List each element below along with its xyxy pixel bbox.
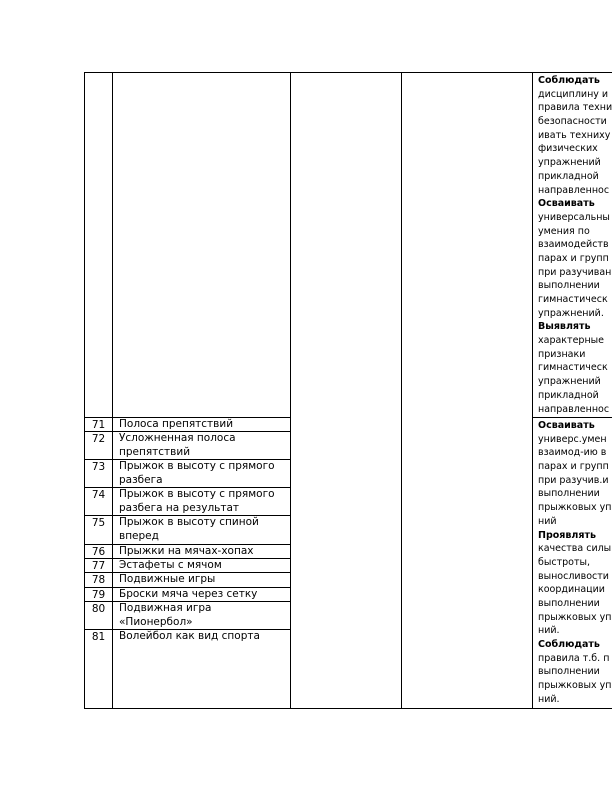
activity-text: при разучиван (538, 266, 612, 278)
activity-text: безопасности (538, 116, 607, 128)
activity-text: умения по (538, 225, 590, 237)
lesson-number: 73 (91, 461, 106, 473)
lesson-topic-line: Волейбол как вид спорта (119, 630, 260, 642)
activity-text: ний (538, 515, 557, 527)
activity-text: прикладной (538, 389, 599, 401)
activity-text: упражнений. (538, 307, 604, 319)
activity-text: дисциплину и (538, 88, 609, 100)
activity-text: прыжковых уп (538, 502, 612, 514)
activity-text: парах и групп (538, 252, 609, 264)
activity-text: прикладной (538, 170, 599, 182)
lesson-topic-line: препятствий (119, 445, 191, 458)
table-border-top (84, 72, 612, 73)
lesson-topic-line: Подвижные игры (119, 573, 216, 585)
lesson-topic (119, 516, 291, 543)
lesson-topic-line: Полоса препятствий (119, 418, 234, 430)
lesson-number: 78 (91, 574, 106, 586)
activity-text: характерные (538, 335, 604, 347)
activities-cell-bottom (538, 419, 612, 706)
activity-text: направленнос (538, 403, 610, 415)
lesson-topic (119, 630, 291, 644)
activity-text: взаимод-ию в (538, 447, 607, 459)
activity-text: выполнении (538, 666, 600, 678)
activity-heading: Выявлять (538, 321, 591, 333)
lesson-topic (119, 602, 291, 629)
activity-text: координации (538, 584, 605, 596)
lesson-topic-line: разбега (119, 473, 163, 486)
lesson-topic (119, 432, 291, 459)
lesson-topic-line: Эстафеты с мячом (119, 559, 222, 571)
lesson-number: 80 (91, 603, 106, 615)
activities-cell-top (538, 74, 612, 416)
activity-text: парах и групп (538, 461, 609, 473)
lesson-topic (119, 488, 291, 515)
activities-separator (532, 417, 612, 418)
lesson-number: 76 (91, 546, 106, 558)
lesson-number: 79 (91, 589, 106, 601)
activity-heading: Соблюдать (538, 639, 600, 650)
activity-text: физических (538, 143, 598, 155)
lesson-number: 71 (91, 419, 106, 431)
activity-text: универс.умен (538, 433, 607, 445)
activity-text: качества силы (538, 543, 612, 555)
activity-text: взаимодейств (538, 239, 609, 251)
lesson-topic-line: «Пионербол» (119, 615, 193, 628)
lesson-topic-line: Подвижная игра (119, 602, 212, 614)
lesson-number: 72 (91, 433, 106, 445)
activity-text: упражнений (538, 157, 601, 169)
lesson-topic (119, 588, 291, 602)
activity-text: признаки (538, 348, 586, 360)
activity-text: ний. (538, 693, 560, 705)
lesson-topic-line: Прыжки на мячах-хопах (119, 545, 254, 557)
activity-text: выполнении (538, 280, 600, 292)
lesson-number: 75 (91, 517, 106, 529)
activity-text: выносливости (538, 570, 609, 582)
activity-text: универсальны (538, 211, 610, 223)
lesson-topic (119, 418, 291, 432)
activity-text: прыжковых уп (538, 680, 612, 692)
activity-heading: Соблюдать (538, 75, 600, 86)
activity-text: ивать техниху (538, 129, 611, 141)
lesson-topic (119, 460, 291, 487)
lesson-topic-line: Усложненная полоса (119, 432, 236, 444)
activity-text: выполнении (538, 597, 600, 609)
activity-heading: Осваивать (538, 420, 595, 431)
lesson-topic (119, 559, 291, 573)
activity-text: ний. (538, 625, 560, 637)
activity-text: правила т.б. п (538, 652, 610, 664)
lesson-topic-line: Броски мяча через сетку (119, 588, 258, 600)
lesson-topic (119, 545, 291, 559)
activity-text: упражнений (538, 376, 601, 388)
activity-text: выполнении (538, 488, 600, 500)
activity-text: направленнос (538, 184, 610, 196)
lesson-topic-line: Прыжок в высоту спиной (119, 516, 259, 528)
lesson-number: 81 (91, 631, 106, 643)
lesson-number: 74 (91, 489, 106, 501)
column-divider-1 (112, 72, 113, 709)
activity-heading: Осваивать (538, 198, 595, 210)
lesson-topic-line: Прыжок в высоту с прямого (119, 488, 275, 500)
lesson-topic (119, 573, 291, 587)
activity-text: правила техни (538, 102, 612, 114)
activity-text: быстроты, (538, 556, 591, 568)
activity-heading: Проявлять (538, 529, 596, 541)
column-divider-4 (532, 72, 533, 709)
table-border-bottom (84, 708, 612, 709)
activity-text: гимнастическ (538, 362, 608, 374)
lesson-number: 77 (91, 560, 106, 572)
column-divider-3 (401, 72, 402, 709)
activity-text: при разучив.и (538, 474, 609, 486)
activity-text: прыжковых уп (538, 611, 612, 623)
lesson-topic-line: Прыжок в высоту с прямого (119, 460, 275, 472)
lesson-topic-line: вперед (119, 529, 159, 542)
lesson-topic-line: разбега на результат (119, 501, 240, 514)
activity-text: гимнастическ (538, 294, 608, 305)
